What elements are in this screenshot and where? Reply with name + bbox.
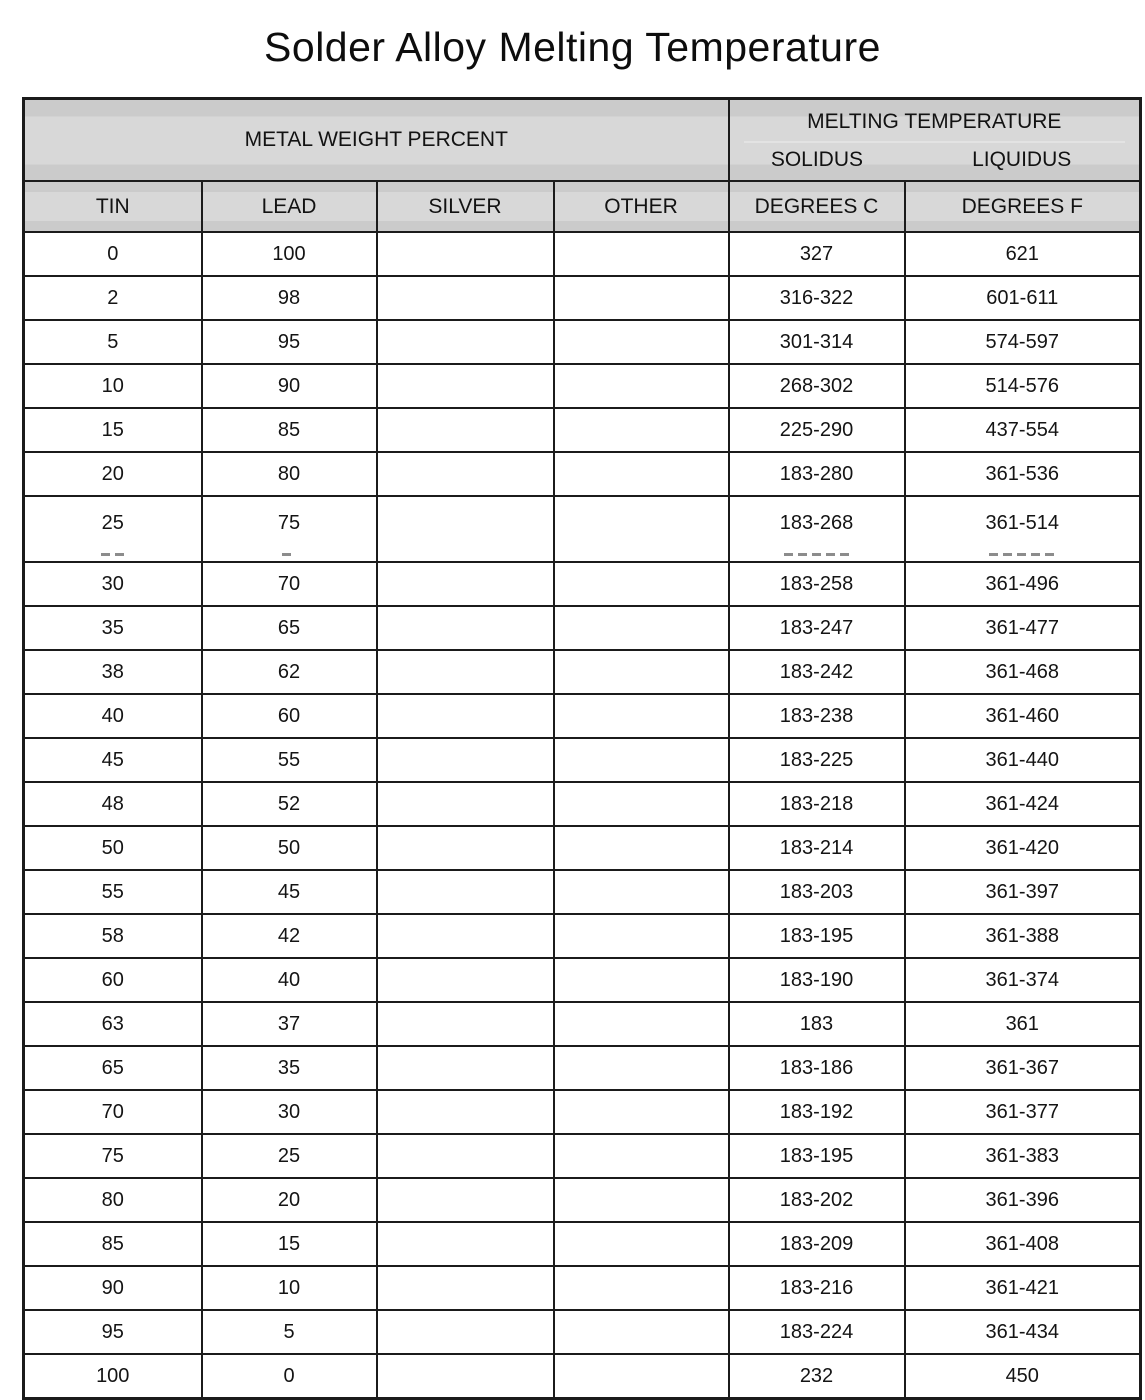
- table-cell: 361-477: [905, 606, 1141, 650]
- table-row: [24, 650, 1141, 694]
- table-cell: 37: [202, 1002, 377, 1046]
- table-cell: 183-280: [729, 452, 905, 496]
- table-cell: 514-576: [905, 364, 1141, 408]
- table-cell: 0: [202, 1354, 377, 1399]
- table-cell: 183-225: [729, 738, 905, 782]
- table-cell: 183-190: [729, 958, 905, 1002]
- table-cell: 80: [202, 452, 377, 496]
- table-cell: [554, 452, 729, 496]
- liquidus-label: LIQUIDUS: [972, 148, 1072, 171]
- table-cell: 60: [24, 958, 202, 1002]
- table-cell: [554, 276, 729, 320]
- table-cell: 361-496: [905, 562, 1141, 606]
- table-cell: 183-209: [729, 1222, 905, 1266]
- table-cell: 90: [202, 364, 377, 408]
- table-cell: 5: [202, 1310, 377, 1354]
- table-cell: 361-420: [905, 826, 1141, 870]
- table-cell: 90: [24, 1266, 202, 1310]
- table-row: [24, 826, 1141, 870]
- table-cell: 30: [202, 1090, 377, 1134]
- table-cell: [377, 738, 554, 782]
- table-cell: 63: [24, 1002, 202, 1046]
- table-cell: 361-396: [905, 1178, 1141, 1222]
- table-cell: 100: [202, 232, 377, 276]
- table-cell: [377, 452, 554, 496]
- table-cell: 42: [202, 914, 377, 958]
- table-row: [24, 562, 1141, 606]
- table-cell: [377, 1090, 554, 1134]
- page-title: Solder Alloy Melting Temperature: [264, 24, 881, 70]
- table-cell: 65: [202, 606, 377, 650]
- table-cell: 183-238: [729, 694, 905, 738]
- table-cell: 183-247: [729, 606, 905, 650]
- table-cell: [377, 1178, 554, 1222]
- table-cell: [554, 694, 729, 738]
- table-row: [24, 738, 1141, 782]
- table-cell: 361-514: [905, 496, 1141, 562]
- table-row: [24, 606, 1141, 650]
- table-cell: 183-214: [729, 826, 905, 870]
- table-cell: [377, 1046, 554, 1090]
- table-cell: 50: [24, 826, 202, 870]
- table-row: [24, 1178, 1141, 1222]
- table-cell: 50: [202, 826, 377, 870]
- table-row: [24, 1134, 1141, 1178]
- table-cell: 55: [202, 738, 377, 782]
- table-cell: [377, 958, 554, 1002]
- melting-temperature-label: MELTING TEMPERATURE: [744, 110, 1126, 143]
- clipped-text-fragment: [989, 553, 1055, 556]
- solidus-label: SOLIDUS: [770, 148, 864, 171]
- table-cell: [554, 320, 729, 364]
- table-cell: [377, 364, 554, 408]
- table-cell: 327: [729, 232, 905, 276]
- table-cell: 45: [24, 738, 202, 782]
- table-cell: 183-268: [729, 496, 905, 562]
- table-cell: 183-186: [729, 1046, 905, 1090]
- table-cell: 0: [24, 232, 202, 276]
- table-cell: 361-408: [905, 1222, 1141, 1266]
- table-cell: [554, 1002, 729, 1046]
- table-cell: 225-290: [729, 408, 905, 452]
- table-cell: 5: [24, 320, 202, 364]
- table-cell: [554, 1134, 729, 1178]
- table-cell: 437-554: [905, 408, 1141, 452]
- table-cell: [377, 1222, 554, 1266]
- table-cell: [554, 496, 729, 562]
- table-cell: 98: [202, 276, 377, 320]
- table-row: [24, 1046, 1141, 1090]
- table-cell: 232: [729, 1354, 905, 1399]
- table-cell: 183: [729, 1002, 905, 1046]
- column-header-silver: SILVER: [377, 181, 554, 232]
- table-row: [24, 782, 1141, 826]
- table-cell: [377, 606, 554, 650]
- table-cell: 70: [202, 562, 377, 606]
- table-cell: [554, 1266, 729, 1310]
- table-cell: [377, 914, 554, 958]
- table-cell: 183-258: [729, 562, 905, 606]
- table-row: [24, 1266, 1141, 1310]
- table-cell: [377, 650, 554, 694]
- table-cell: 361-388: [905, 914, 1141, 958]
- table-cell: 35: [24, 606, 202, 650]
- table-cell: [554, 1090, 729, 1134]
- table-cell: [377, 1002, 554, 1046]
- table-cell: [554, 1354, 729, 1399]
- table-row: [24, 232, 1141, 276]
- solder-melting-table: [22, 97, 1142, 1400]
- table-row: [24, 364, 1141, 408]
- table-cell: [377, 1134, 554, 1178]
- table-cell: 30: [24, 562, 202, 606]
- table-cell: 268-302: [729, 364, 905, 408]
- table-cell: [554, 1046, 729, 1090]
- table-cell: 48: [24, 782, 202, 826]
- table-cell: 85: [202, 408, 377, 452]
- table-cell: 361-377: [905, 1090, 1141, 1134]
- table-cell: 62: [202, 650, 377, 694]
- table-cell: 52: [202, 782, 377, 826]
- table-cell: 316-322: [729, 276, 905, 320]
- table-cell: [554, 232, 729, 276]
- table-cell: 58: [24, 914, 202, 958]
- table-cell: 183-216: [729, 1266, 905, 1310]
- table-cell: 574-597: [905, 320, 1141, 364]
- table-cell: 65: [24, 1046, 202, 1090]
- table-cell: 183-195: [729, 1134, 905, 1178]
- table-cell: 100: [24, 1354, 202, 1399]
- table-cell: 40: [24, 694, 202, 738]
- table-cell: 60: [202, 694, 377, 738]
- table-cell: 361-374: [905, 958, 1141, 1002]
- table-row: [24, 320, 1141, 364]
- table-cell: [377, 496, 554, 562]
- table-row: [24, 1002, 1141, 1046]
- table-cell: [377, 1354, 554, 1399]
- table-cell: [377, 1266, 554, 1310]
- table-cell: [554, 738, 729, 782]
- table-cell: 10: [24, 364, 202, 408]
- table-cell: 183-203: [729, 870, 905, 914]
- table-cell: [554, 364, 729, 408]
- table-cell: 361-536: [905, 452, 1141, 496]
- clipped-text-fragment: [101, 553, 125, 556]
- table-row: [24, 276, 1141, 320]
- table-cell: [377, 562, 554, 606]
- table-cell: [554, 1178, 729, 1222]
- table-cell: 80: [24, 1178, 202, 1222]
- group-header-row: [24, 99, 1141, 182]
- table-cell: [377, 826, 554, 870]
- table-cell: [554, 870, 729, 914]
- table-cell: 10: [202, 1266, 377, 1310]
- table-row: [24, 1354, 1141, 1399]
- table-cell: [377, 870, 554, 914]
- clipped-text-fragment: [282, 553, 296, 556]
- table-cell: 15: [24, 408, 202, 452]
- table-row: [24, 1222, 1141, 1266]
- table-cell: 20: [202, 1178, 377, 1222]
- table-cell: 25: [202, 1134, 377, 1178]
- table-cell: 361-434: [905, 1310, 1141, 1354]
- table-row: [24, 870, 1141, 914]
- table-cell: [377, 408, 554, 452]
- table-header: [24, 99, 1141, 233]
- table-cell: 20: [24, 452, 202, 496]
- table-cell: [554, 1310, 729, 1354]
- table-cell: [377, 232, 554, 276]
- column-header-row: [24, 181, 1141, 232]
- table-cell: 95: [202, 320, 377, 364]
- table-row: [24, 958, 1141, 1002]
- table-cell: 25: [24, 496, 202, 562]
- table-cell: [554, 562, 729, 606]
- table-cell: 183-202: [729, 1178, 905, 1222]
- table-cell: [377, 694, 554, 738]
- table-row: [24, 496, 1141, 562]
- table-cell: [554, 958, 729, 1002]
- table-cell: 45: [202, 870, 377, 914]
- table-cell: [377, 320, 554, 364]
- table-cell: 75: [24, 1134, 202, 1178]
- table-row: [24, 1090, 1141, 1134]
- table-row: [24, 1310, 1141, 1354]
- table-cell: 361-397: [905, 870, 1141, 914]
- table-cell: 15: [202, 1222, 377, 1266]
- table-cell: 183-242: [729, 650, 905, 694]
- column-header-tin: TIN: [24, 181, 202, 232]
- table-row: [24, 914, 1141, 958]
- table-cell: 361: [905, 1002, 1141, 1046]
- table-cell: 621: [905, 232, 1141, 276]
- table-cell: 361-468: [905, 650, 1141, 694]
- group-header-melting-temperature: [729, 99, 1141, 182]
- table-cell: 361-440: [905, 738, 1141, 782]
- table-cell: 361-424: [905, 782, 1141, 826]
- table-cell: [554, 1222, 729, 1266]
- table-cell: 35: [202, 1046, 377, 1090]
- group-header-metal-weight-percent: METAL WEIGHT PERCENT: [24, 99, 729, 182]
- table-row: [24, 694, 1141, 738]
- table-cell: [377, 276, 554, 320]
- table-cell: 75: [202, 496, 377, 562]
- table-cell: [377, 1310, 554, 1354]
- table-cell: 450: [905, 1354, 1141, 1399]
- table-cell: 183-192: [729, 1090, 905, 1134]
- table-cell: 70: [24, 1090, 202, 1134]
- table-cell: 361-383: [905, 1134, 1141, 1178]
- table-row: [24, 452, 1141, 496]
- table-cell: 38: [24, 650, 202, 694]
- table-cell: 40: [202, 958, 377, 1002]
- table-cell: 55: [24, 870, 202, 914]
- table-cell: 361-421: [905, 1266, 1141, 1310]
- table-cell: [554, 782, 729, 826]
- column-header-other: OTHER: [554, 181, 729, 232]
- table-cell: 361-460: [905, 694, 1141, 738]
- column-header-degrees-c: DEGREES C: [729, 181, 905, 232]
- table-cell: [554, 914, 729, 958]
- table-cell: [554, 650, 729, 694]
- table-cell: 301-314: [729, 320, 905, 364]
- clipped-text-fragment: [784, 553, 850, 556]
- column-header-degrees-f: DEGREES F: [905, 181, 1141, 232]
- table-cell: 361-367: [905, 1046, 1141, 1090]
- table-cell: [554, 408, 729, 452]
- table-cell: 2: [24, 276, 202, 320]
- table-row: [24, 408, 1141, 452]
- table-cell: 85: [24, 1222, 202, 1266]
- table-cell: [377, 782, 554, 826]
- table-cell: [554, 826, 729, 870]
- table-cell: 183-224: [729, 1310, 905, 1354]
- table-body: [24, 232, 1141, 1399]
- table-cell: 183-218: [729, 782, 905, 826]
- table-cell: 601-611: [905, 276, 1141, 320]
- table-cell: 183-195: [729, 914, 905, 958]
- solidus-liquidus-row: [730, 143, 1140, 180]
- table-cell: [554, 606, 729, 650]
- column-header-lead: LEAD: [202, 181, 377, 232]
- table-cell: 95: [24, 1310, 202, 1354]
